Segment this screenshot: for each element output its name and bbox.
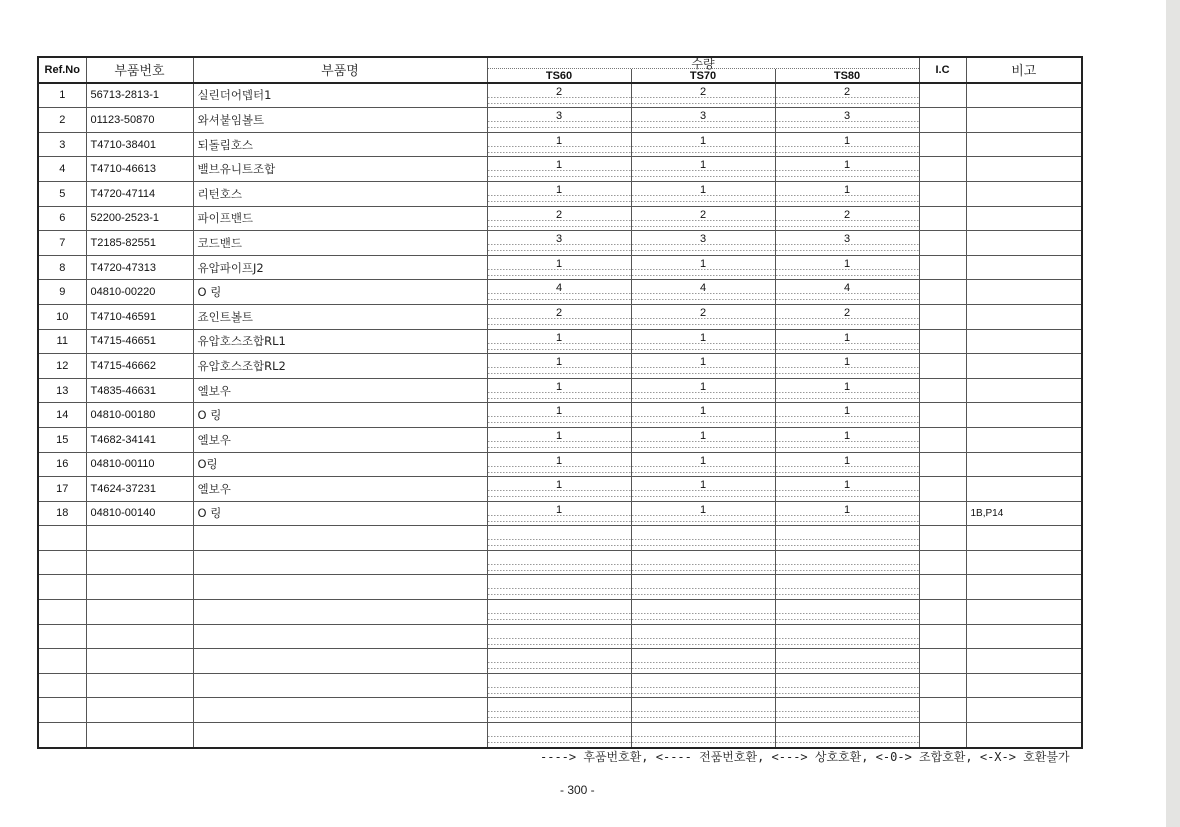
part-no-cell	[86, 723, 193, 748]
ic-cell	[919, 181, 966, 206]
qty-0: 1	[488, 453, 631, 477]
qty-2: 1	[775, 502, 919, 526]
ref-no-cell: 16	[38, 452, 86, 477]
qty-1: 1	[631, 453, 775, 477]
part-no-cell	[86, 526, 193, 551]
ic-cell	[919, 600, 966, 625]
remarks-cell	[966, 575, 1082, 600]
ic-cell	[919, 624, 966, 649]
header-model-ts80: TS80	[775, 69, 919, 82]
remarks-cell: 1B,P14	[966, 501, 1082, 526]
remarks-cell	[966, 83, 1082, 108]
qty-2: 4	[775, 280, 919, 304]
qty-cell	[487, 181, 919, 206]
qty-1	[631, 551, 775, 575]
qty-0: 1	[488, 256, 631, 280]
part-no-cell: T4710-38401	[86, 132, 193, 157]
page-number: - 300 -	[560, 783, 595, 797]
header-remarks: 비고	[966, 57, 1082, 83]
remarks-cell	[966, 600, 1082, 625]
qty-0	[488, 600, 631, 624]
part-no-cell: 56713-2813-1	[86, 83, 193, 108]
table-row	[38, 157, 1082, 182]
part-name-cell	[193, 723, 487, 748]
remarks-cell	[966, 354, 1082, 379]
table-row	[38, 354, 1082, 379]
ic-cell	[919, 108, 966, 133]
part-name-cell	[193, 526, 487, 551]
qty-cell	[487, 673, 919, 698]
header-ref-no: Ref.No	[38, 57, 86, 83]
remarks-cell	[966, 181, 1082, 206]
qty-1	[631, 723, 775, 747]
qty-1: 1	[631, 354, 775, 378]
qty-cell	[487, 575, 919, 600]
header-part-no: 부품번호	[86, 57, 193, 83]
table-row	[38, 403, 1082, 428]
ref-no-cell	[38, 600, 86, 625]
qty-0: 3	[488, 108, 631, 132]
ic-cell	[919, 723, 966, 748]
qty-0: 4	[488, 280, 631, 304]
qty-cell	[487, 255, 919, 280]
table-row	[38, 304, 1082, 329]
qty-0: 1	[488, 330, 631, 354]
qty-2: 1	[775, 157, 919, 181]
qty-cell	[487, 206, 919, 231]
qty-cell	[487, 132, 919, 157]
ic-cell	[919, 206, 966, 231]
part-name-cell	[193, 550, 487, 575]
part-name-cell: 엘보우	[193, 378, 487, 403]
part-name-cell	[193, 575, 487, 600]
ref-no-cell: 14	[38, 403, 86, 428]
remarks-cell	[966, 280, 1082, 305]
ref-no-cell: 8	[38, 255, 86, 280]
parts-table	[37, 56, 1083, 749]
remarks-cell	[966, 477, 1082, 502]
qty-2	[775, 551, 919, 575]
qty-cell	[487, 600, 919, 625]
qty-2	[775, 674, 919, 698]
remarks-cell	[966, 206, 1082, 231]
part-name-cell: 엘보우	[193, 477, 487, 502]
remarks-cell	[966, 698, 1082, 723]
qty-cell	[487, 329, 919, 354]
ic-cell	[919, 157, 966, 182]
qty-0: 1	[488, 502, 631, 526]
remarks-cell	[966, 624, 1082, 649]
ic-cell	[919, 452, 966, 477]
qty-2: 2	[775, 207, 919, 231]
table-header	[38, 57, 1082, 83]
table-row	[38, 427, 1082, 452]
part-name-cell: O 링	[193, 501, 487, 526]
qty-1: 1	[631, 330, 775, 354]
part-name-cell	[193, 698, 487, 723]
ic-cell	[919, 550, 966, 575]
header-model-ts70: TS70	[631, 69, 775, 82]
ic-cell	[919, 427, 966, 452]
qty-1: 1	[631, 256, 775, 280]
empty-row	[38, 624, 1082, 649]
ic-cell	[919, 378, 966, 403]
ic-cell	[919, 575, 966, 600]
qty-2	[775, 625, 919, 649]
qty-1	[631, 575, 775, 599]
ic-cell	[919, 501, 966, 526]
qty-1: 1	[631, 379, 775, 403]
empty-row	[38, 600, 1082, 625]
part-name-cell: 유압호스조합RL1	[193, 329, 487, 354]
ref-no-cell: 9	[38, 280, 86, 305]
remarks-cell	[966, 649, 1082, 674]
qty-1	[631, 674, 775, 698]
qty-1: 1	[631, 428, 775, 452]
remarks-cell	[966, 231, 1082, 256]
ic-cell	[919, 698, 966, 723]
qty-2: 1	[775, 182, 919, 206]
table-row	[38, 477, 1082, 502]
qty-0	[488, 551, 631, 575]
qty-1	[631, 649, 775, 673]
qty-2: 1	[775, 133, 919, 157]
ref-no-cell	[38, 624, 86, 649]
header-model-ts60: TS60	[545, 69, 573, 82]
part-name-cell: O링	[193, 452, 487, 477]
part-no-cell: T4835-46631	[86, 378, 193, 403]
qty-2: 3	[775, 108, 919, 132]
remarks-cell	[966, 403, 1082, 428]
ref-no-cell: 15	[38, 427, 86, 452]
qty-cell	[487, 477, 919, 502]
qty-2: 1	[775, 256, 919, 280]
ref-no-cell: 2	[38, 108, 86, 133]
qty-2	[775, 600, 919, 624]
part-no-cell	[86, 575, 193, 600]
header-quantity-title: 수량	[691, 57, 715, 71]
ref-no-cell: 7	[38, 231, 86, 256]
part-no-cell: 01123-50870	[86, 108, 193, 133]
qty-cell	[487, 452, 919, 477]
ic-cell	[919, 403, 966, 428]
remarks-cell	[966, 526, 1082, 551]
ic-cell	[919, 255, 966, 280]
part-no-cell: 04810-00180	[86, 403, 193, 428]
qty-cell	[487, 354, 919, 379]
qty-1: 1	[631, 403, 775, 427]
table-row	[38, 280, 1082, 305]
qty-1: 1	[631, 133, 775, 157]
ref-no-cell: 12	[38, 354, 86, 379]
remarks-cell	[966, 329, 1082, 354]
qty-0	[488, 698, 631, 722]
qty-0: 1	[488, 428, 631, 452]
part-no-cell: T4720-47313	[86, 255, 193, 280]
qty-cell	[487, 280, 919, 305]
ref-no-cell: 3	[38, 132, 86, 157]
qty-2: 1	[775, 477, 919, 501]
ic-cell	[919, 526, 966, 551]
empty-row	[38, 526, 1082, 551]
remarks-cell	[966, 723, 1082, 748]
part-name-cell: 죠인트볼트	[193, 304, 487, 329]
table-row	[38, 255, 1082, 280]
empty-row	[38, 649, 1082, 674]
remarks-cell	[966, 427, 1082, 452]
part-no-cell: T4682-34141	[86, 427, 193, 452]
empty-row	[38, 575, 1082, 600]
part-name-cell: 밸브유니트조합	[193, 157, 487, 182]
table-row	[38, 329, 1082, 354]
qty-2: 1	[775, 354, 919, 378]
remarks-cell	[966, 255, 1082, 280]
qty-2	[775, 649, 919, 673]
ref-no-cell: 6	[38, 206, 86, 231]
qty-0	[488, 526, 631, 550]
ref-no-cell: 11	[38, 329, 86, 354]
qty-0: 1	[488, 157, 631, 181]
part-no-cell: 52200-2523-1	[86, 206, 193, 231]
qty-1: 1	[631, 477, 775, 501]
table-row	[38, 108, 1082, 133]
header-part-name: 부품명	[193, 57, 487, 83]
page-edge	[1166, 0, 1180, 827]
part-name-cell	[193, 624, 487, 649]
qty-0: 1	[488, 354, 631, 378]
qty-2: 1	[775, 403, 919, 427]
part-no-cell: 04810-00220	[86, 280, 193, 305]
table-row	[38, 501, 1082, 526]
empty-row	[38, 698, 1082, 723]
qty-0: 3	[488, 231, 631, 255]
part-no-cell	[86, 698, 193, 723]
part-no-cell: T4715-46662	[86, 354, 193, 379]
part-name-cell: 유압호스조합RL2	[193, 354, 487, 379]
qty-2: 1	[775, 428, 919, 452]
part-no-cell	[86, 600, 193, 625]
qty-cell	[487, 378, 919, 403]
ref-no-cell	[38, 550, 86, 575]
qty-0: 1	[488, 379, 631, 403]
remarks-cell	[966, 132, 1082, 157]
part-name-cell: 코드밴드	[193, 231, 487, 256]
part-name-cell: 되돌림호스	[193, 132, 487, 157]
ref-no-cell: 13	[38, 378, 86, 403]
qty-cell	[487, 108, 919, 133]
ic-cell	[919, 132, 966, 157]
ic-cell	[919, 477, 966, 502]
qty-2: 1	[775, 379, 919, 403]
qty-2	[775, 698, 919, 722]
ref-no-cell	[38, 723, 86, 748]
qty-cell	[487, 649, 919, 674]
qty-cell	[487, 624, 919, 649]
ic-cell	[919, 329, 966, 354]
ic-cell	[919, 649, 966, 674]
qty-cell	[487, 304, 919, 329]
qty-2: 1	[775, 453, 919, 477]
ic-cell	[919, 354, 966, 379]
table-row	[38, 231, 1082, 256]
qty-cell	[487, 698, 919, 723]
ref-no-cell	[38, 673, 86, 698]
remarks-cell	[966, 378, 1082, 403]
ic-cell	[919, 83, 966, 108]
part-no-cell: T4710-46591	[86, 304, 193, 329]
part-no-cell: T4715-46651	[86, 329, 193, 354]
table-row	[38, 132, 1082, 157]
table-row	[38, 83, 1082, 108]
part-name-cell	[193, 649, 487, 674]
part-name-cell: 파이프밴드	[193, 206, 487, 231]
ref-no-cell: 1	[38, 83, 86, 108]
ref-no-cell: 18	[38, 501, 86, 526]
part-no-cell: T4624-37231	[86, 477, 193, 502]
ref-no-cell	[38, 698, 86, 723]
qty-cell	[487, 83, 919, 108]
qty-0: 2	[488, 84, 631, 108]
qty-1: 1	[631, 502, 775, 526]
qty-cell	[487, 157, 919, 182]
part-name-cell: 리턴호스	[193, 181, 487, 206]
qty-2: 2	[775, 84, 919, 108]
qty-cell	[487, 403, 919, 428]
qty-1: 4	[631, 280, 775, 304]
qty-cell	[487, 231, 919, 256]
part-name-cell: 실린더어뎁터1	[193, 83, 487, 108]
header-models	[488, 68, 919, 82]
table-row	[38, 378, 1082, 403]
part-name-cell: O 링	[193, 280, 487, 305]
qty-2	[775, 526, 919, 550]
qty-cell	[487, 526, 919, 551]
part-no-cell	[86, 673, 193, 698]
qty-0	[488, 575, 631, 599]
part-no-cell: T4720-47114	[86, 181, 193, 206]
part-no-cell: 04810-00140	[86, 501, 193, 526]
ref-no-cell: 10	[38, 304, 86, 329]
qty-1	[631, 600, 775, 624]
qty-0	[488, 674, 631, 698]
ic-cell	[919, 280, 966, 305]
part-no-cell	[86, 550, 193, 575]
ic-cell	[919, 304, 966, 329]
part-name-cell: 와셔붙임볼트	[193, 108, 487, 133]
part-name-cell: O 링	[193, 403, 487, 428]
qty-1: 1	[631, 157, 775, 181]
empty-row	[38, 673, 1082, 698]
qty-0	[488, 625, 631, 649]
qty-0: 1	[488, 477, 631, 501]
qty-1: 2	[631, 84, 775, 108]
table-row	[38, 206, 1082, 231]
qty-0	[488, 723, 631, 747]
qty-cell	[487, 427, 919, 452]
qty-0: 1	[488, 133, 631, 157]
qty-1: 3	[631, 231, 775, 255]
part-no-cell	[86, 649, 193, 674]
header-ic: I.C	[919, 57, 966, 83]
qty-1: 1	[631, 182, 775, 206]
part-name-cell	[193, 673, 487, 698]
ic-cell	[919, 673, 966, 698]
header-quantity	[487, 57, 919, 83]
qty-0	[488, 649, 631, 673]
qty-0: 2	[488, 207, 631, 231]
qty-2: 2	[775, 305, 919, 329]
part-no-cell: T2185-82551	[86, 231, 193, 256]
qty-0: 2	[488, 305, 631, 329]
qty-1: 2	[631, 305, 775, 329]
remarks-cell	[966, 452, 1082, 477]
empty-row	[38, 723, 1082, 748]
qty-2	[775, 723, 919, 747]
part-name-cell: 유압파이프J2	[193, 255, 487, 280]
empty-row	[38, 550, 1082, 575]
qty-0: 1	[488, 403, 631, 427]
part-name-cell: 엘보우	[193, 427, 487, 452]
ref-no-cell: 17	[38, 477, 86, 502]
remarks-cell	[966, 157, 1082, 182]
table-row	[38, 452, 1082, 477]
remarks-cell	[966, 550, 1082, 575]
compatibility-legend: ----> 후품번호환, <---- 전품번호환, <---> 상호호환, <-0-> 조합호환, <-X-> 호환불가	[540, 750, 1070, 764]
ref-no-cell	[38, 526, 86, 551]
qty-0: 1	[488, 182, 631, 206]
ref-no-cell: 5	[38, 181, 86, 206]
qty-2	[775, 575, 919, 599]
ref-no-cell	[38, 649, 86, 674]
table-row	[38, 181, 1082, 206]
remarks-cell	[966, 108, 1082, 133]
qty-cell	[487, 550, 919, 575]
remarks-cell	[966, 673, 1082, 698]
part-name-cell	[193, 600, 487, 625]
qty-1	[631, 625, 775, 649]
qty-2: 1	[775, 330, 919, 354]
part-no-cell	[86, 624, 193, 649]
qty-2: 3	[775, 231, 919, 255]
qty-1	[631, 698, 775, 722]
ic-cell	[919, 231, 966, 256]
part-no-cell: T4710-46613	[86, 157, 193, 182]
qty-1: 2	[631, 207, 775, 231]
remarks-cell	[966, 304, 1082, 329]
ref-no-cell	[38, 575, 86, 600]
qty-cell	[487, 501, 919, 526]
qty-1	[631, 526, 775, 550]
qty-cell	[487, 723, 919, 748]
ref-no-cell: 4	[38, 157, 86, 182]
part-no-cell: 04810-00110	[86, 452, 193, 477]
table-body	[38, 83, 1082, 748]
qty-1: 3	[631, 108, 775, 132]
